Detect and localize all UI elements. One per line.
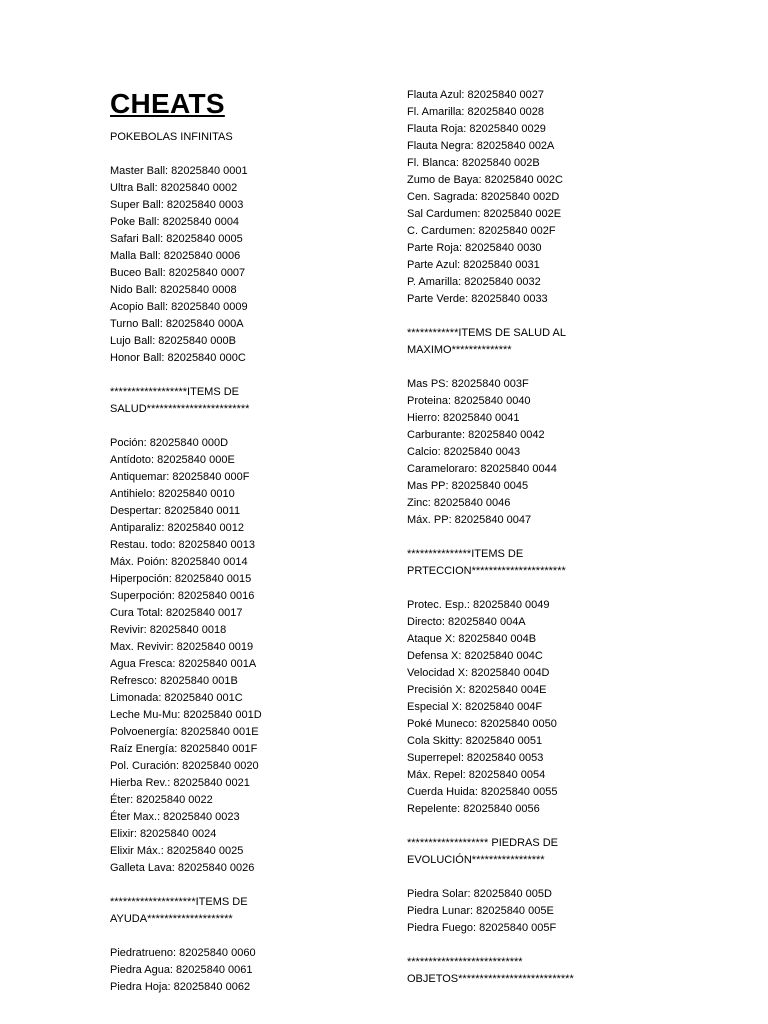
text-line: Pol. Curación: 82025840 0020: [110, 760, 259, 772]
text-line: Elixir: 82025840 0024: [110, 828, 217, 840]
text-line: Velocidad X: 82025840 004D: [407, 667, 550, 679]
text-line: Zumo de Baya: 82025840 002C: [407, 174, 563, 186]
text-line: Mas PS: 82025840 003F: [407, 378, 529, 390]
text-line: ************ITEMS DE SALUD AL: [407, 327, 566, 339]
text-line: PRTECCION**********************: [407, 565, 566, 577]
text-line: Piedra Solar: 82025840 005D: [407, 888, 552, 900]
text-line: Precisión X: 82025840 004E: [407, 684, 547, 696]
text-line: Fl. Blanca: 82025840 002B: [407, 157, 540, 169]
text-line: Cura Total: 82025840 0017: [110, 607, 243, 619]
text-line: Piedra Hoja: 82025840 0062: [110, 981, 251, 993]
text-line: Especial X: 82025840 004F: [407, 701, 543, 713]
text-line: Revivir: 82025840 0018: [110, 624, 227, 636]
text-line: Flauta Roja: 82025840 0029: [407, 123, 546, 135]
page-title: CHEATS: [110, 88, 225, 119]
text-line: Flauta Negra: 82025840 002A: [407, 140, 555, 152]
text-line: ***************ITEMS DE: [407, 548, 524, 560]
text-line: Protec. Esp.: 82025840 0049: [407, 599, 550, 611]
text-line: MAXIMO**************: [407, 344, 512, 356]
text-line: Master Ball: 82025840 0001: [110, 165, 248, 177]
text-line: Antiparaliz: 82025840 0012: [110, 522, 244, 534]
text-line: Directo: 82025840 004A: [407, 616, 526, 628]
text-line: Fl. Amarilla: 82025840 0028: [407, 106, 544, 118]
text-line: Poké Muneco: 82025840 0050: [407, 718, 557, 730]
text-line: SALUD************************: [110, 403, 250, 415]
text-line: Proteina: 82025840 0040: [407, 395, 531, 407]
text-line: Honor Ball: 82025840 000C: [110, 352, 246, 364]
text-line: ***************************: [407, 956, 523, 968]
text-line: Flauta Azul: 82025840 0027: [407, 89, 545, 101]
text-line: Galleta Lava: 82025840 0026: [110, 862, 255, 874]
text-line: Elixir Máx.: 82025840 0025: [110, 845, 244, 857]
text-line: Superpoción: 82025840 0016: [110, 590, 255, 602]
text-line: Parte Azul: 82025840 0031: [407, 259, 540, 271]
text-line: Agua Fresca: 82025840 001A: [110, 658, 257, 670]
text-line: Acopio Ball: 82025840 0009: [110, 301, 248, 313]
text-line: Hierba Rev.: 82025840 0021: [110, 777, 250, 789]
text-line: Limonada: 82025840 001C: [110, 692, 243, 704]
text-line: POKEBOLAS INFINITAS: [110, 131, 233, 143]
text-line: Max. Revivir: 82025840 0019: [110, 641, 254, 653]
text-line: Zinc: 82025840 0046: [407, 497, 511, 509]
text-line: Parte Verde: 82025840 0033: [407, 293, 548, 305]
text-line: Superrepel: 82025840 0053: [407, 752, 544, 764]
text-line: EVOLUCIÓN*****************: [407, 854, 545, 866]
text-line: Refresco: 82025840 001B: [110, 675, 238, 687]
text-line: Máx. PP: 82025840 0047: [407, 514, 532, 526]
text-line: Polvoenergía: 82025840 001E: [110, 726, 259, 738]
text-line: ********************ITEMS DE: [110, 896, 248, 908]
text-line: Piedra Fuego: 82025840 005F: [407, 922, 557, 934]
text-line: OBJETOS***************************: [407, 973, 574, 985]
text-line: Restau. todo: 82025840 0013: [110, 539, 255, 551]
text-line: Carameloraro: 82025840 0044: [407, 463, 557, 475]
text-line: Antihielo: 82025840 0010: [110, 488, 235, 500]
text-line: Máx. Repel: 82025840 0054: [407, 769, 546, 781]
text-line: Sal Cardumen: 82025840 002E: [407, 208, 562, 220]
text-line: Antiquemar: 82025840 000F: [110, 471, 250, 483]
text-line: Antídoto: 82025840 000E: [110, 454, 235, 466]
text-line: Calcio: 82025840 0043: [407, 446, 521, 458]
text-line: AYUDA********************: [110, 913, 233, 925]
text-line: Cen. Sagrada: 82025840 002D: [407, 191, 560, 203]
text-line: Safari Ball: 82025840 0005: [110, 233, 243, 245]
text-line: Parte Roja: 82025840 0030: [407, 242, 542, 254]
text-line: Nido Ball: 82025840 0008: [110, 284, 237, 296]
text-line: ******************ITEMS DE: [110, 386, 240, 398]
text-line: Piedra Lunar: 82025840 005E: [407, 905, 554, 917]
text-line: Malla Ball: 82025840 0006: [110, 250, 241, 262]
text-line: Raíz Energía: 82025840 001F: [110, 743, 258, 755]
text-line: Piedratrueno: 82025840 0060: [110, 947, 256, 959]
text-line: Éter Max.: 82025840 0023: [110, 811, 240, 823]
text-line: Cola Skitty: 82025840 0051: [407, 735, 543, 747]
text-line: C. Cardumen: 82025840 002F: [407, 225, 556, 237]
text-line: Hierro: 82025840 0041: [407, 412, 520, 424]
text-line: Super Ball: 82025840 0003: [110, 199, 244, 211]
text-line: Piedra Agua: 82025840 0061: [110, 964, 253, 976]
text-line: Cuerda Huida: 82025840 0055: [407, 786, 558, 798]
text-line: Leche Mu-Mu: 82025840 001D: [110, 709, 262, 721]
text-line: Carburante: 82025840 0042: [407, 429, 545, 441]
text-line: Despertar: 82025840 0011: [110, 505, 241, 517]
text-line: Repelente: 82025840 0056: [407, 803, 540, 815]
text-line: Hiperpoción: 82025840 0015: [110, 573, 252, 585]
text-line: Buceo Ball: 82025840 0007: [110, 267, 246, 279]
text-line: Lujo Ball: 82025840 000B: [110, 335, 236, 347]
text-line: ******************* PIEDRAS DE: [407, 837, 559, 849]
text-line: Ultra Ball: 82025840 0002: [110, 182, 238, 194]
text-line: Poke Ball: 82025840 0004: [110, 216, 240, 228]
text-line: Máx. Poión: 82025840 0014: [110, 556, 248, 568]
text-line: Turno Ball: 82025840 000A: [110, 318, 244, 330]
text-line: Defensa X: 82025840 004C: [407, 650, 543, 662]
text-line: Éter: 82025840 0022: [110, 794, 213, 806]
text-line: P. Amarilla: 82025840 0032: [407, 276, 541, 288]
text-line: Poción: 82025840 000D: [110, 437, 229, 449]
text-line: Mas PP: 82025840 0045: [407, 480, 529, 492]
text-line: Ataque X: 82025840 004B: [407, 633, 537, 645]
